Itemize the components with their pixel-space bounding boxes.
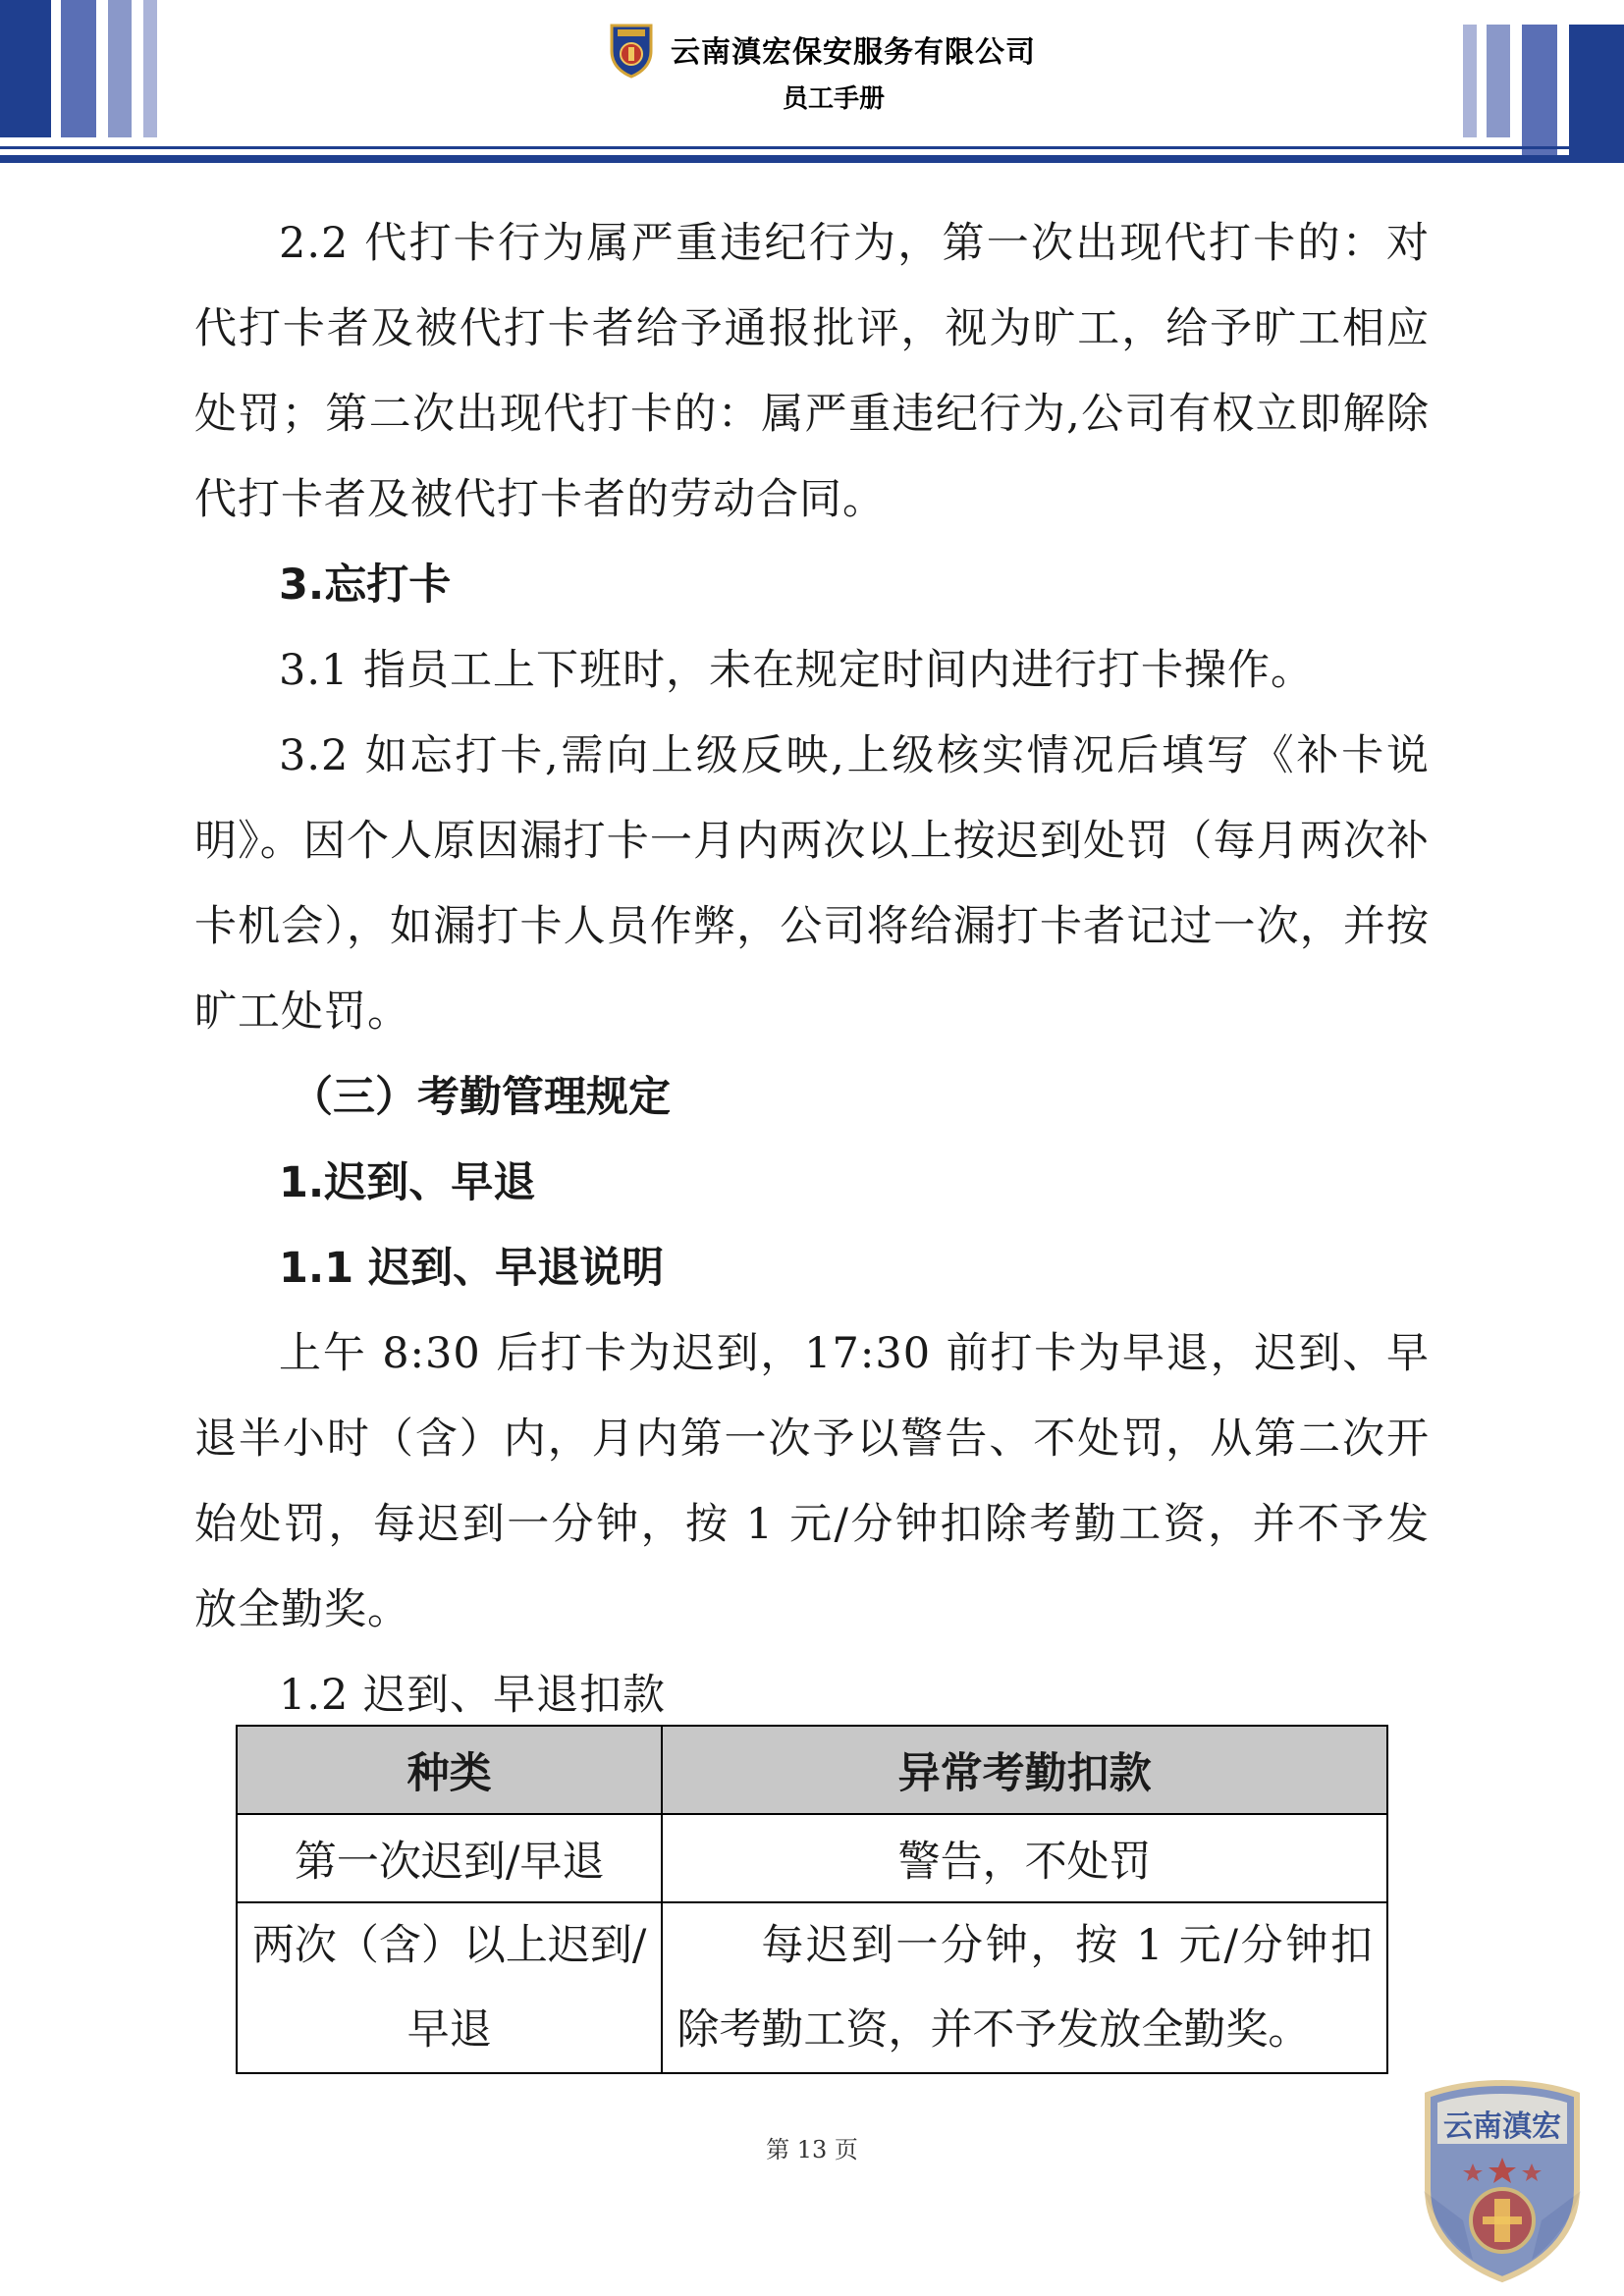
header-stripe-left-2 [61,0,96,137]
heading-attendance-rules: （三）考勤管理规定 [291,1073,671,1122]
table-header-cell: 种类 [237,1726,662,1814]
table-row [237,1814,1387,1902]
page-number: 第 13 页 [766,2136,858,2163]
company-name: 云南滇宏保安服务有限公司 [671,35,1036,70]
heading-late-early-deduction: 1.2 迟到、早退扣款 [279,1671,667,1720]
header-rule-thin [0,146,1624,149]
header-stripe-right-1 [1463,25,1477,137]
header-rule [0,155,1624,163]
svg-text:云南滇宏: 云南滇宏 [1443,2109,1561,2144]
table-cell: 第一次迟到/早退 [237,1814,662,1902]
company-logo [606,22,657,79]
paragraph-3-1: 3.1 指员工上下班时，未在规定时间内进行打卡操作。 [279,646,1315,695]
header-stripe-left-4 [143,0,157,137]
table-header-cell: 异常考勤扣款 [662,1726,1387,1814]
table-cell: 每迟到一分钟，按 1 元/分钟扣除考勤工资，并不予发放全勤奖。 [662,1902,1387,2073]
table-header-row [237,1726,1387,1814]
header-stripe-left-3 [108,0,132,137]
header-stripe-right-3 [1522,25,1557,162]
paragraph-1-1: 上午 8:30 后打卡为迟到，17:30 前打卡为早退，迟到、早退半小时（含）内，月内第一次予以警告、不处罚，从第二次开始处罚，每迟到一分钟，按 1 元/分钟扣除考勤工资，并不予发放全勤奖。 [194,1329,1430,1634]
paragraph-3-2: 3.2 如忘打卡,需向上级反映,上级核实情况后填写《补卡说明》。因个人原因漏打卡一月内两次以上按迟到处罚（每月两次补卡机会），如漏打卡人员作弊，公司将给漏打卡者记过一次，并按旷工处罚。 [194,731,1430,1037]
table-cell: 两次（含）以上迟到/早退 [237,1902,662,2073]
heading-late-early-desc: 1.1 迟到、早退说明 [279,1244,665,1293]
table-row [237,1902,1387,2073]
header-title-block [606,20,1036,128]
table-cell: 警告，不处罚 [662,1814,1387,1902]
header-stripe-right-4 [1569,25,1624,162]
company-badge-watermark [1404,2073,1600,2284]
document-title: 员工手册 [783,84,886,114]
header-stripe-right-2 [1487,25,1510,137]
header-stripe-left-1 [0,0,51,137]
deduction-table [236,1725,1388,2074]
heading-forget-punch: 3.忘打卡 [279,561,452,610]
heading-late-early: 1.迟到、早退 [279,1158,536,1207]
paragraph-2-2: 2.2 代打卡行为属严重违纪行为，第一次出现代打卡的：对代打卡者及被代打卡者给予通报批评，视为旷工，给予旷工相应处罚；第二次出现代打卡的：属严重违纪行为,公司有权立即解除代打卡者及被代打卡者的劳动合同。 [194,219,1430,524]
page-body [194,201,1430,1738]
